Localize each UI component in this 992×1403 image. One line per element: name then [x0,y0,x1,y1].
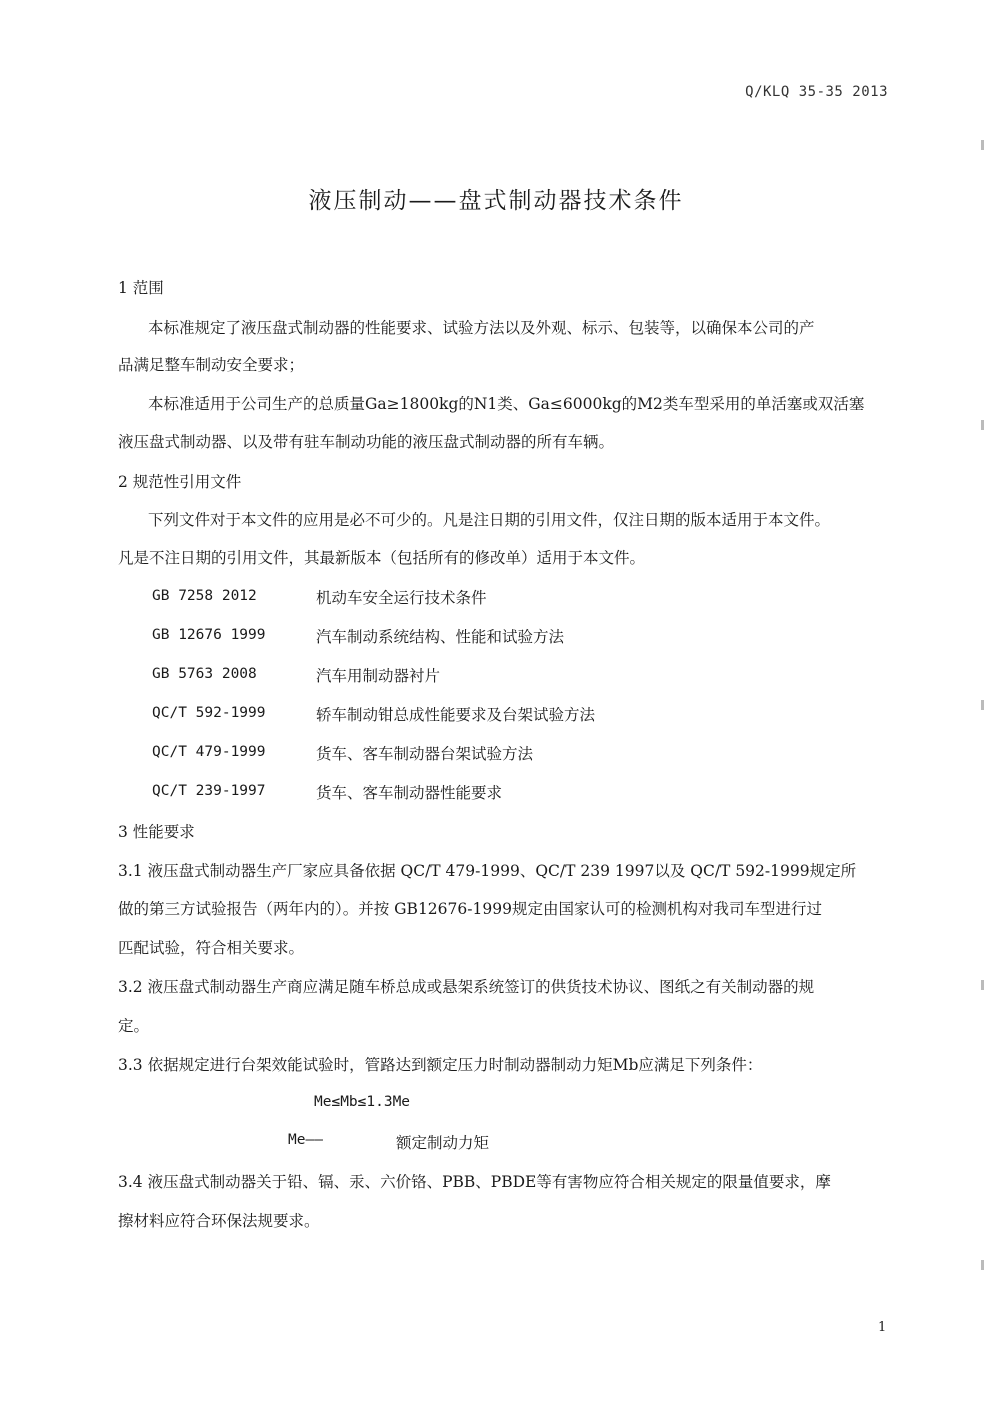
reference-name: 货车、客车制动器台架试验方法 [316,745,534,763]
doc-code: Q/KLQ 35-35 2013 [745,84,888,100]
clause-3-2: 3.2 液压盘式制动器生产商应满足随车桥总成或悬架系统签订的供货技术协议、图纸之有关制动器的规 [118,978,815,996]
clause-3-4: 3.4 液压盘式制动器关于铅、镉、汞、六价铬、PBB、PBDE等有害物应符合相关规定的限量值要求，摩 [118,1173,831,1191]
page-number: 1 [878,1320,887,1335]
clause-3-2: 定。 [118,1017,150,1035]
formula-description: 额定制动力矩 [396,1134,490,1152]
reference-name: 汽车用制动器衬片 [316,667,441,685]
paragraph-line: 下列文件对于本文件的应用是必不可少的。凡是注日期的引用文件，仅注日期的版本适用于本文件。 [148,511,831,529]
clause-3-1: 3.1 液压盘式制动器生产厂家应具备依据 QC/T 479-1999、QC/T 239 1997以及 QC/T 592-1999规定所 [118,862,857,880]
reference-code: QC/T 592-1999 [152,705,266,721]
scan-edge-mark [981,700,984,710]
reference-code: GB 5763 2008 [152,666,257,682]
paragraph-line: 品满足整车制动安全要求； [118,356,305,374]
reference-code: GB 12676 1999 [152,627,266,643]
clause-3-4: 擦材料应符合环保法规要求。 [118,1212,320,1230]
section-1-heading: 1 范围 [118,279,164,297]
reference-name: 轿车制动钳总成性能要求及台架试验方法 [316,706,596,724]
reference-code: QC/T 479-1999 [152,744,266,760]
formula: Me≤Mb≤1.3Me [314,1094,411,1110]
reference-name: 机动车安全运行技术条件 [316,589,487,607]
scan-edge-mark [981,1260,984,1270]
clause-3-1: 匹配试验，符合相关要求。 [118,939,305,957]
paragraph-line: 本标准规定了液压盘式制动器的性能要求、试验方法以及外观、标示、包装等，以确保本公司的产 [148,319,815,337]
reference-code: GB 7258 2012 [152,588,257,604]
clause-3-1: 做的第三方试验报告（两年内的）。并按 GB12676-1999规定由国家认可的检测机构对我司车型进行过 [118,900,822,918]
scan-edge-mark [981,140,984,150]
formula-variable: Me—— [288,1132,323,1148]
page-title: 液压制动——盘式制动器技术条件 [308,188,684,214]
section-3-heading: 3 性能要求 [118,823,195,841]
paragraph-line: 本标准适用于公司生产的总质量Ga≥1800kg的N1类、Ga≤6000kg的M2类车型采用的单活塞或双活塞 [148,395,865,413]
reference-name: 汽车制动系统结构、性能和试验方法 [316,628,565,646]
scan-edge-mark [981,980,984,990]
reference-name: 货车、客车制动器性能要求 [316,784,503,802]
reference-code: QC/T 239-1997 [152,783,266,799]
section-2-heading: 2 规范性引用文件 [118,473,242,491]
scan-edge-mark [981,420,984,430]
paragraph-line: 凡是不注日期的引用文件，其最新版本（包括所有的修改单）适用于本文件。 [118,549,646,567]
paragraph-line: 液压盘式制动器、以及带有驻车制动功能的液压盘式制动器的所有车辆。 [118,433,615,451]
clause-3-3: 3.3 依据规定进行台架效能试验时，管路达到额定压力时制动器制动力矩Mb应满足下列条件： [118,1056,763,1074]
